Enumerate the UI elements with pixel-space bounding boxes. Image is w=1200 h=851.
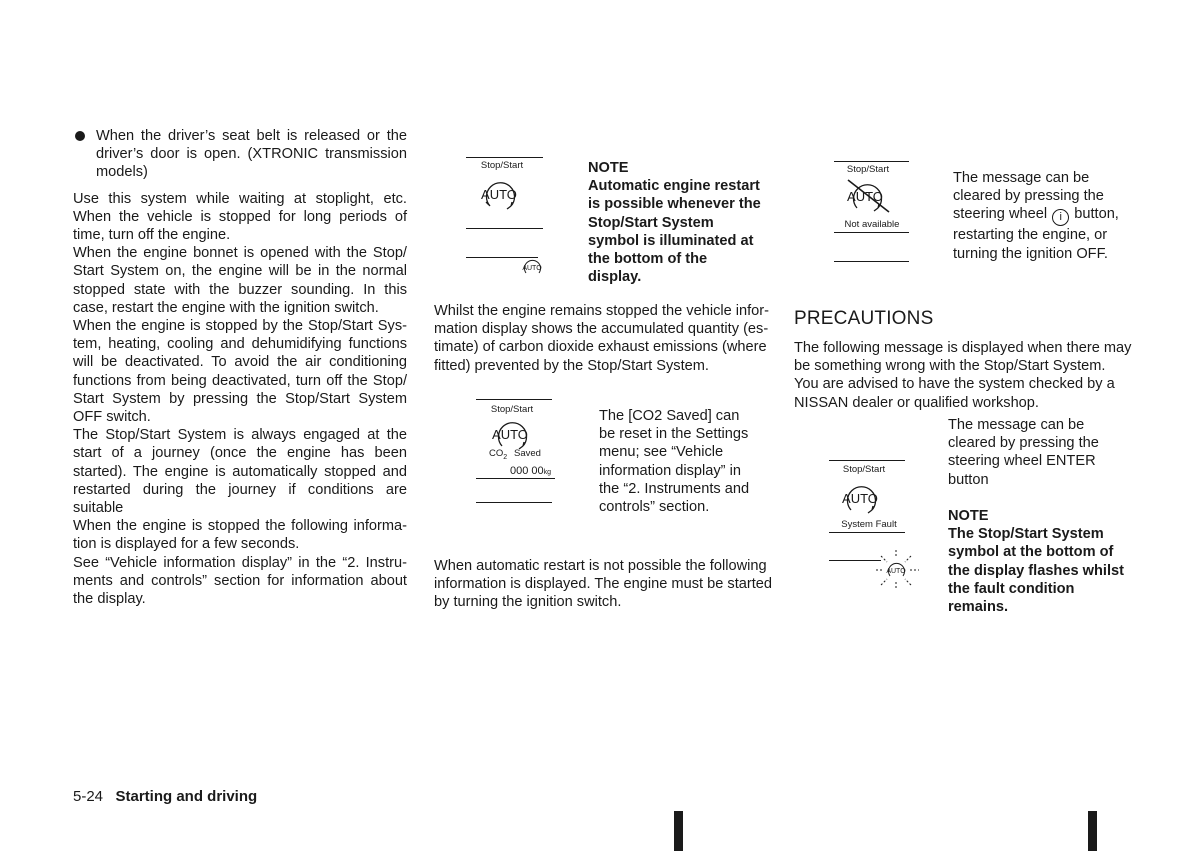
divider [834,161,909,162]
enter-button-text [948,416,1148,489]
co2-value-number: 000 00 [510,465,544,477]
paragraph: Use this system while waiting at stoplight, etc. When the vehicle is stopped for long periods of time, turn off the engine. [73,190,407,244]
auto-stop-start-icon [490,418,536,452]
info-glyph: i [1059,211,1062,224]
bullet-dot [75,131,85,141]
page-footer [73,788,257,806]
note-title: NOTE [948,508,989,524]
text-line: The message can be [948,417,1085,433]
text-line: The following message is displayed when there may [794,340,1132,356]
paragraph: When the engine is stopped by the Stop/Start Sys- tem, heating, cooling and dehumidifying functions will be deactivated. To avoid the air conditioning functions from being deactivated, turn off the Stop/ Start System by pressing the Stop/Start System OFF switch. [73,318,407,426]
crop-mark [674,811,683,851]
text-line: be reset in the Settings [599,426,749,443]
figure-label: Stop/Start [480,160,524,171]
text-line: NISSAN dealer or qualified workshop. [794,394,1039,411]
note-flashing-symbol [948,507,1148,616]
text-line: button [948,471,989,488]
status-system-fault: System Fault [841,519,897,530]
text-line: cleared by pressing the [953,188,1104,205]
saved-label: Saved [514,448,541,459]
text-line: When automatic restart is not possible the following [434,558,767,574]
note-line: display. [588,269,642,286]
flashing-auto-icon [872,548,924,594]
note-line: is possible whenever the [588,196,761,213]
note-automatic-restart [588,159,768,286]
note-line: Stop/Start System [588,214,714,231]
note-line: symbol at the bottom of [948,544,1114,561]
text-line: timate) of carbon dioxide exhaust emissions (where [434,339,767,356]
figure-label: Stop/Start [490,404,534,415]
note-line: The Stop/Start System [948,526,1104,543]
text-line: menu; see “Vehicle [599,444,724,461]
divider [834,261,909,262]
text-line: The message can be [953,170,1090,186]
crop-mark [1088,811,1097,851]
bullet-text: When the driver’s seat belt is released or the driver’s door is open. (XTRONIC transmission models) [96,128,407,181]
figure-label: Stop/Start [842,464,886,475]
note-line: the display flashes whilst [948,562,1124,579]
auto-stop-start-icon [839,480,885,516]
note-line: remains. [948,599,1009,616]
divider [476,399,552,400]
small-auto-text: AUTO [522,265,542,272]
text-line: cleared by pressing the [948,435,1099,452]
co2-value [510,465,551,477]
paragraph: When the engine is stopped the following informa- tion is displayed for a few seconds. [73,518,407,553]
divider [829,460,905,461]
status-not-available: Not available [844,219,900,230]
note-line: the fault condition [948,580,1075,597]
note-line: Automatic engine restart [588,178,760,195]
text-line: by turning the ignition switch. [434,594,622,611]
restart-not-possible-text [434,557,779,612]
note-line: the bottom of the [588,251,708,268]
text-line: controls” section. [599,499,710,516]
paragraph: When the engine bonnet is opened with the Stop/ Start System on, the engine will be in the normal stopped state with the buzzer sounding. In this case, restart the engine with the ignition switch. [73,245,407,316]
figure-label: Stop/Start [846,164,890,175]
text-line: turning the ignition OFF. [953,245,1108,262]
divider [476,502,552,503]
divider [476,478,555,479]
paragraph: The Stop/Start System is always engaged at the start of a journey (once the engine has been started). The engine is automatically stopped and restarted during the journey if conditions are suitable [73,427,407,517]
text-line [953,205,1153,226]
text-line: restarting the engine, or [953,227,1108,244]
precautions-heading: PRECAUTIONS [794,308,934,329]
co2-text: CO [489,448,504,459]
text-line: information is displayed. The engine must be started [434,576,773,593]
co2-label [489,448,507,461]
co2-unit: kg [543,469,552,476]
co2-reset-text [599,407,774,516]
text-line: fitted) prevented by the Stop/Start System. [434,357,709,374]
divider [466,157,543,158]
small-auto-text: AUTO [886,568,906,575]
text-fragment: steering wheel [953,206,1048,223]
note-title: NOTE [588,160,629,176]
paragraph: See “Vehicle information display” in the “2. Instru- ments and controls” section for information about the display. [73,554,407,608]
precautions-text [794,339,1139,412]
text-fragment: button, [1074,206,1119,223]
info-icon [1052,209,1069,226]
text-line: steering wheel ENTER [948,453,1096,470]
small-auto-icon [520,257,546,277]
note-line: symbol is illuminated at [588,232,754,249]
co2-description [434,302,779,375]
auto-text: AUTO [847,189,883,204]
text-line: Whilst the engine remains stopped the vehicle infor- [434,303,770,319]
auto-stop-start-icon [478,176,524,212]
auto-disabled-icon [843,178,895,214]
text-line: mation display shows the accumulated quantity (es- [434,321,769,338]
auto-text: AUTO [842,491,878,506]
text-line: the “2. Instruments and [599,480,750,497]
text-line: You are advised to have the system checked by a [794,376,1115,393]
column-1 [73,127,407,608]
text-line: The [CO2 Saved] can [599,408,740,424]
text-line: be something wrong with the Stop/Start System. [794,358,1106,375]
auto-text: AUTO [492,427,528,442]
divider [829,532,905,533]
text-line: information display” in [599,462,741,479]
clear-message-text [953,169,1153,263]
co2-subscript: 2 [503,453,508,461]
divider [466,228,543,229]
section-title: Starting and driving [115,788,258,805]
page-number: 5-24 [73,788,104,805]
divider [834,232,909,233]
auto-text: AUTO [481,187,517,202]
bullet-item [73,127,407,182]
